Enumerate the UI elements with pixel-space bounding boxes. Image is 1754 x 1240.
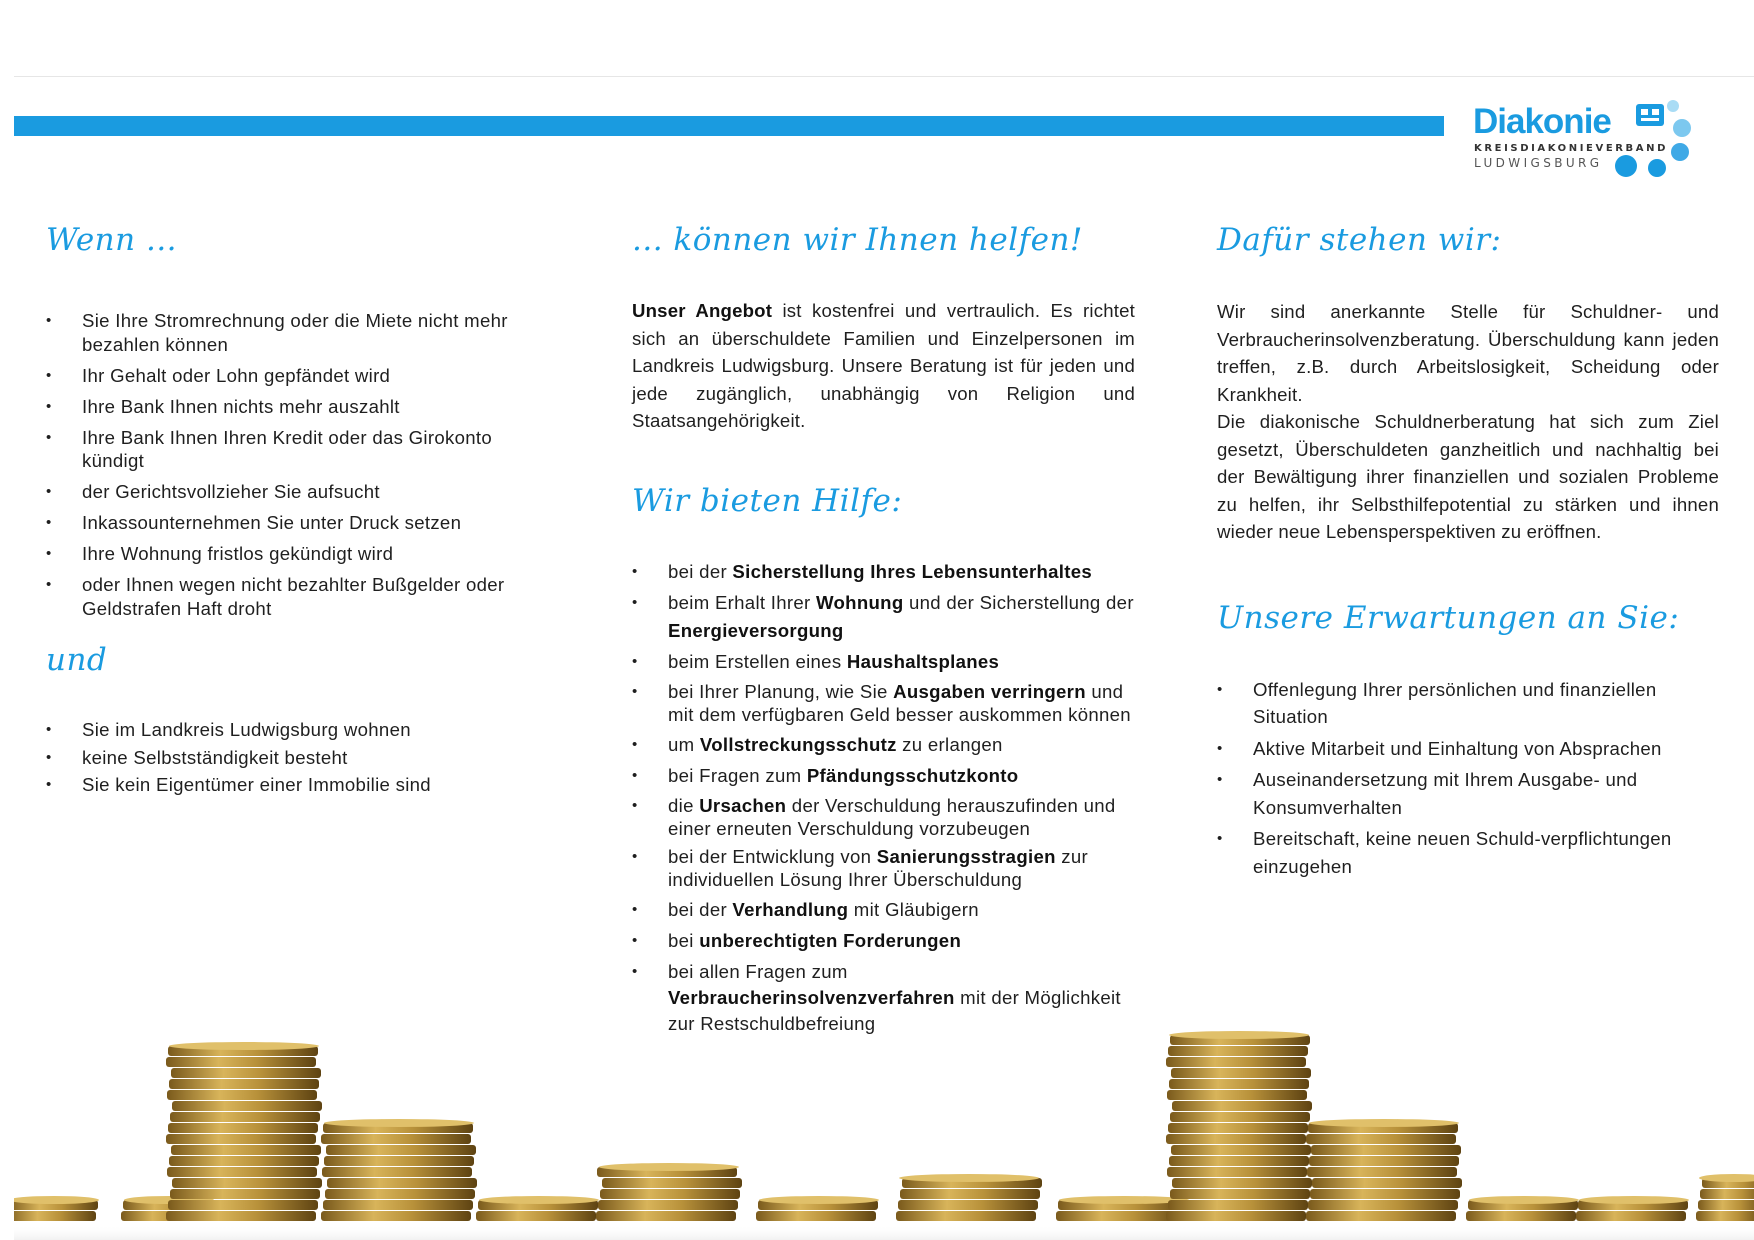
coin-top xyxy=(479,1196,599,1204)
coin xyxy=(171,1068,321,1078)
coin xyxy=(168,1123,318,1133)
column-offer xyxy=(632,218,1135,1041)
bullet-icon: • xyxy=(46,545,52,562)
list-item: • Ihr Gehalt oder Lohn gepfändet wird xyxy=(46,364,391,386)
bullet-icon: • xyxy=(46,776,52,793)
coin xyxy=(1172,1178,1312,1188)
coin xyxy=(324,1156,474,1166)
coin xyxy=(1696,1211,1754,1221)
heading-erwartungen: Unsere Erwartungen an Sie: xyxy=(1217,599,1680,636)
coin xyxy=(1169,1079,1309,1089)
bullet-icon: • xyxy=(46,514,52,531)
bullet-icon: • xyxy=(632,735,638,753)
list-item: • um Vollstreckungsschutz zu erlangen xyxy=(632,731,1135,759)
coin-top xyxy=(1169,1031,1309,1039)
list-item: • der Gerichtsvollzieher Sie aufsucht xyxy=(46,481,380,502)
coin xyxy=(169,1156,319,1166)
coin xyxy=(598,1200,738,1210)
heading-wenn: Wenn ... xyxy=(46,222,178,258)
coin-top xyxy=(169,1042,319,1050)
coin xyxy=(1166,1134,1306,1144)
offer-intro: Unser Angebot ist kostenfrei und vertraulich. Es richtet sich an überschuldete Familien und Einzelpersonen im Landkreis Ludwigsburg. Unsere Beratung ist für jeden und jede zugänglich, unabhängig von Religion und Staatsangehörigkeit. xyxy=(632,300,1136,431)
column-mission xyxy=(1217,218,1719,884)
coin xyxy=(323,1200,473,1210)
bullet-icon: • xyxy=(46,366,52,384)
coin xyxy=(1308,1200,1458,1210)
heading-und: und xyxy=(46,642,108,678)
coin xyxy=(172,1101,322,1111)
mission-para-2: Die diakonische Schuldnerberatung hat sich zum Ziel gesetzt, Überschuldeten ganzheitlich und nachhaltig bei der Bewältigung ihrer finanziellen und sozialen Probleme zu helfen, ihr Selbsthilfepotential zu stärken und ihnen wieder neue Lebensperspektiven zu eröffnen. xyxy=(1217,411,1719,542)
bullet-icon: • xyxy=(46,748,52,766)
coin xyxy=(325,1189,475,1199)
bullet-icon: • xyxy=(46,576,52,593)
coin xyxy=(1171,1145,1311,1155)
coin xyxy=(1167,1090,1307,1100)
coin xyxy=(1170,1189,1310,1199)
list-item: • Auseinandersetzung mit Ihrem Ausgabe- und Konsumverhalten xyxy=(1217,766,1719,821)
list-item: • Ihre Bank Ihnen Ihren Kredit oder das Girokonto kündigt xyxy=(46,426,492,471)
bullet-icon: • xyxy=(632,562,638,580)
bullet-icon: • xyxy=(46,397,52,415)
list-item: • bei allen Fragen zum Verbraucherinsolvenzverfahren mit der Möglichkeit zur Restschuldbefreiung xyxy=(632,960,1121,1034)
bullet-icon: • xyxy=(46,721,52,738)
list-item: • bei unberechtigten Forderungen xyxy=(632,927,1135,955)
column-conditions xyxy=(46,218,556,801)
coin xyxy=(1698,1200,1754,1210)
coin xyxy=(1168,1046,1308,1056)
coin xyxy=(170,1112,320,1122)
coin xyxy=(172,1178,322,1188)
heading-hilfe: Wir bieten Hilfe: xyxy=(632,482,903,519)
list-item: • bei Ihrer Planung, wie Sie Ausgaben verringern und mit dem verfügbaren Geld besser auskommen können xyxy=(632,680,1131,725)
coin xyxy=(1307,1167,1457,1177)
coin xyxy=(166,1134,316,1144)
coin xyxy=(322,1167,472,1177)
coin xyxy=(476,1211,596,1221)
coin xyxy=(166,1057,316,1067)
heading-helfen: ... können wir Ihnen helfen! xyxy=(632,222,1083,258)
coin xyxy=(600,1189,740,1199)
coin-stacks-image xyxy=(14,960,1754,1240)
list-item: • Sie Ihre Stromrechnung oder die Miete nicht mehr bezahlen können xyxy=(46,310,508,355)
coin xyxy=(1169,1156,1309,1166)
list-item: • bei Fragen zum Pfändungsschutzkonto xyxy=(632,762,1135,790)
bullet-icon: • xyxy=(632,932,638,949)
conditions-list xyxy=(46,309,556,620)
coin-top xyxy=(1469,1196,1579,1204)
coin xyxy=(896,1211,1036,1221)
coin-top xyxy=(759,1196,879,1204)
list-item: • bei der Entwicklung von Sanierungsstragien zur individuellen Lösung Ihrer Überschuldung xyxy=(632,845,1088,890)
logo-location: LUDWIGSBURG xyxy=(1474,156,1603,170)
list-item: • beim Erstellen eines Haushaltsplanes xyxy=(632,648,1135,676)
bullet-icon: • xyxy=(46,428,52,446)
list-item: • bei der Sicherstellung Ihres Lebensunterhaltes xyxy=(632,558,1135,586)
bullet-icon: • xyxy=(46,483,52,500)
bullet-icon: • xyxy=(632,653,638,670)
coin-top xyxy=(324,1119,474,1127)
coin xyxy=(170,1189,320,1199)
coin xyxy=(1167,1167,1307,1177)
coin xyxy=(167,1167,317,1177)
top-rule xyxy=(14,76,1754,77)
coin xyxy=(1166,1211,1306,1221)
list-item: • Bereitschaft, keine neuen Schuld-verpflichtungen einzugehen xyxy=(1217,825,1719,880)
coin xyxy=(1171,1068,1311,1078)
list-item: • bei der Verhandlung mit Gläubigern xyxy=(632,896,1135,924)
list-item: • Ihre Wohnung fristlos gekündigt wird xyxy=(46,543,394,564)
list-item: • oder Ihnen wegen nicht bezahlter Bußgelder oder Geldstrafen Haft droht xyxy=(46,574,505,619)
coin xyxy=(1311,1145,1461,1155)
coin xyxy=(596,1211,736,1221)
coin xyxy=(1168,1200,1308,1210)
bullet-icon: • xyxy=(632,847,638,865)
coin xyxy=(321,1134,471,1144)
bullet-icon: • xyxy=(632,682,638,700)
coin xyxy=(166,1211,316,1221)
coin xyxy=(1170,1112,1310,1122)
coin xyxy=(14,1211,96,1221)
bullet-icon: • xyxy=(46,312,52,329)
bullet-icon: • xyxy=(632,796,638,814)
bullet-icon: • xyxy=(632,767,638,784)
logo-dots-icon xyxy=(1470,96,1700,186)
logo-wordmark: Diakonie xyxy=(1473,102,1611,141)
coin xyxy=(1172,1101,1312,1111)
bullet-icon: • xyxy=(1217,771,1223,788)
coin xyxy=(1309,1156,1459,1166)
diakonie-logo xyxy=(1470,96,1700,186)
coin-top xyxy=(899,1174,1039,1182)
bullet-icon: • xyxy=(1217,739,1223,757)
bullet-icon: • xyxy=(632,962,638,980)
coin xyxy=(1168,1123,1308,1133)
expectations-list xyxy=(1217,676,1719,881)
coin xyxy=(169,1079,319,1089)
coin xyxy=(898,1200,1038,1210)
coin xyxy=(1466,1211,1576,1221)
coin xyxy=(1700,1189,1754,1199)
coin-top xyxy=(599,1163,739,1171)
coin xyxy=(1576,1211,1686,1221)
coin xyxy=(1312,1178,1462,1188)
list-item: • Sie im Landkreis Ludwigsburg wohnen xyxy=(46,719,411,740)
coin xyxy=(326,1145,476,1155)
heading-dafuer: Dafür stehen wir: xyxy=(1217,222,1502,258)
coin xyxy=(1306,1134,1456,1144)
coin xyxy=(168,1200,318,1210)
mission-para-1: Wir sind anerkannte Stelle für Schuldner- und Verbraucherinsolvenzberatung. Überschuldung kann jeden treffen, z.B. durch Arbeitslosigkeit, Scheidung oder Krankheit. xyxy=(1217,301,1719,405)
list-item: • Offenlegung Ihrer persönlichen und finanziellen Situation xyxy=(1217,676,1719,731)
coin xyxy=(167,1090,317,1100)
eligibility-list xyxy=(46,718,556,797)
list-item: • Aktive Mitarbeit und Einhaltung von Absprachen xyxy=(1217,735,1719,763)
coin-top xyxy=(1579,1196,1689,1204)
coin xyxy=(900,1189,1040,1199)
list-item: • Ihre Bank Ihnen nichts mehr auszahlt xyxy=(46,395,400,417)
coin xyxy=(1166,1057,1306,1067)
header-bar xyxy=(14,116,1444,136)
coin xyxy=(1306,1211,1456,1221)
coin xyxy=(1310,1189,1460,1199)
coin-top xyxy=(1309,1119,1459,1127)
list-item: • Inkassounternehmen Sie unter Druck setzen xyxy=(46,512,462,533)
logo-subtitle: KREISDIAKONIEVERBAND xyxy=(1474,143,1668,154)
bullet-icon: • xyxy=(1217,680,1223,698)
list-item: • Sie kein Eigentümer einer Immobilie sind xyxy=(46,774,431,795)
coin xyxy=(321,1211,471,1221)
list-item: • die Ursachen der Verschuldung herauszufinden und einer erneuten Verschuldung vorzubeugen xyxy=(632,794,1116,839)
list-item: • beim Erhalt Ihrer Wohnung und der Sicherstellung der Energieversorgung xyxy=(632,589,1135,644)
bullet-icon: • xyxy=(1217,830,1223,847)
bullet-icon: • xyxy=(632,594,638,611)
coin xyxy=(602,1178,742,1188)
coin xyxy=(327,1178,477,1188)
list-item: • keine Selbstständigkeit besteht xyxy=(46,746,348,768)
bullet-icon: • xyxy=(632,900,638,918)
coin xyxy=(756,1211,876,1221)
coin xyxy=(171,1145,321,1155)
